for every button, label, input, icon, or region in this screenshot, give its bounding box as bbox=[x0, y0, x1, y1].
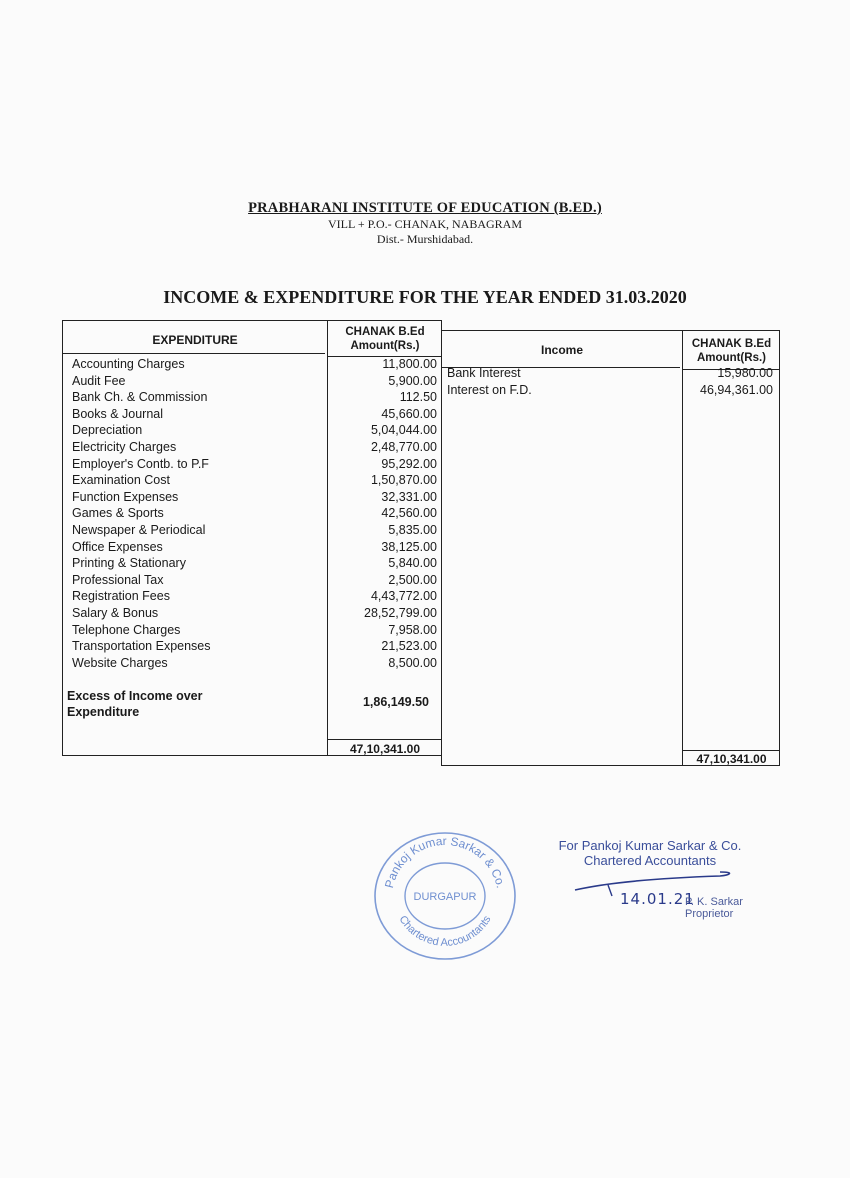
expenditure-item-amount: 11,800.00 bbox=[382, 357, 437, 371]
institute-address-line2: Dist.- Murshidabad. bbox=[376, 232, 474, 246]
expenditure-row bbox=[63, 489, 443, 506]
expenditure-item-amount: 1,50,870.00 bbox=[370, 473, 437, 488]
expenditure-item-name: Games & Sports bbox=[72, 506, 164, 521]
amount-header-line1: CHANAK B.Ed bbox=[345, 326, 425, 338]
institute-name: PRABHARANI INSTITUTE OF EDUCATION (B.ED.) bbox=[248, 200, 602, 216]
excess-amount: 1,86,149.50 bbox=[362, 695, 429, 709]
signatory-title: Proprietor bbox=[685, 908, 734, 920]
stamp-bottom-arc: Chartered Accountants bbox=[396, 913, 494, 949]
income-total-divider bbox=[682, 750, 779, 751]
income-row bbox=[442, 365, 781, 382]
expenditure-row bbox=[63, 406, 443, 423]
expenditure-row bbox=[63, 655, 443, 672]
total-divider bbox=[327, 739, 441, 740]
expenditure-item-name: Newspaper & Periodical bbox=[72, 522, 206, 537]
expenditure-row bbox=[63, 389, 443, 406]
excess-label-line1: Excess of Income over bbox=[67, 689, 203, 703]
signatory bbox=[685, 896, 743, 920]
expenditure-item-amount: 45,660.00 bbox=[381, 406, 437, 421]
expenditure-row bbox=[63, 539, 443, 556]
auditor-signature-block bbox=[530, 838, 770, 920]
expenditure-item-amount: 112.50 bbox=[399, 390, 437, 405]
expenditure-item-amount: 21,523.00 bbox=[381, 639, 437, 654]
income-header: Income bbox=[540, 343, 583, 357]
expenditure-row bbox=[63, 555, 443, 572]
expenditure-item-name: Website Charges bbox=[72, 655, 168, 670]
expenditure-item-amount: 2,48,770.00 bbox=[370, 439, 437, 454]
header-divider bbox=[63, 353, 325, 354]
income-item-amount: 15,980.00 bbox=[717, 366, 773, 380]
expenditure-item-name: Books & Journal bbox=[72, 406, 164, 421]
expenditure-header: EXPENDITURE bbox=[152, 333, 238, 347]
expenditure-item-amount: 4,43,772.00 bbox=[370, 589, 437, 604]
firm-stamp-seal bbox=[372, 828, 518, 960]
expenditure-item-name: Bank Ch. & Commission bbox=[72, 390, 208, 405]
expenditure-item-amount: 38,125.00 bbox=[381, 539, 437, 554]
signatory-name: P. K. Sarkar bbox=[685, 896, 743, 908]
income-amount-header-line2: Amount(Rs.) bbox=[697, 352, 766, 364]
expenditure-item-amount: 32,331.00 bbox=[381, 489, 437, 504]
expenditure-item-name: Employer's Contb. to P.F bbox=[72, 456, 209, 471]
expenditure-item-amount: 5,835.00 bbox=[388, 522, 437, 537]
firm-line2: Chartered Accountants bbox=[583, 853, 717, 868]
expenditure-item-name: Registration Fees bbox=[72, 589, 170, 604]
expenditure-row bbox=[63, 456, 443, 473]
expenditure-item-name: Transportation Expenses bbox=[72, 639, 211, 654]
firm-line1: For Pankoj Kumar Sarkar & Co. bbox=[558, 838, 742, 853]
excess-label-line2: Expenditure bbox=[67, 705, 140, 719]
expenditure-amount-header bbox=[327, 325, 443, 353]
expenditure-item-amount: 95,292.00 bbox=[381, 456, 437, 471]
expenditure-row bbox=[63, 605, 443, 622]
expenditure-item-amount: 8,500.00 bbox=[388, 655, 437, 670]
expenditure-rows bbox=[63, 356, 443, 671]
statement-title: INCOME & EXPENDITURE FOR THE YEAR ENDED 31.03.2020 bbox=[163, 287, 687, 307]
expenditure-item-name: Accounting Charges bbox=[72, 357, 185, 371]
stamp-top-arc: Pankoj Kumar Sarkar & Co. bbox=[382, 833, 508, 890]
expenditure-item-name: Salary & Bonus bbox=[72, 605, 159, 620]
expenditure-total: 47,10,341.00 bbox=[349, 742, 421, 756]
income-rows bbox=[442, 365, 781, 398]
expenditure-item-amount: 5,04,044.00 bbox=[370, 423, 437, 438]
expenditure-row bbox=[63, 638, 443, 655]
expenditure-row bbox=[63, 622, 443, 639]
expenditure-item-name: Depreciation bbox=[72, 423, 143, 438]
expenditure-item-amount: 5,840.00 bbox=[388, 556, 437, 571]
excess-label bbox=[67, 688, 202, 720]
expenditure-item-name: Electricity Charges bbox=[72, 439, 177, 454]
expenditure-row bbox=[63, 572, 443, 589]
expenditure-row bbox=[63, 505, 443, 522]
amount-header-line2: Amount(Rs.) bbox=[350, 340, 420, 352]
stamp-center-text: DURGAPUR bbox=[413, 891, 477, 903]
expenditure-item-name: Telephone Charges bbox=[72, 622, 181, 637]
expenditure-row bbox=[63, 356, 443, 373]
expenditure-row bbox=[63, 373, 443, 390]
expenditure-item-name: Printing & Stationary bbox=[72, 556, 186, 571]
expenditure-table bbox=[62, 320, 442, 756]
income-total: 47,10,341.00 bbox=[696, 752, 767, 766]
expenditure-row bbox=[63, 422, 443, 439]
signature-date: 14.01.21 bbox=[620, 890, 695, 908]
expenditure-item-amount: 42,560.00 bbox=[381, 506, 437, 521]
expenditure-item-name: Professional Tax bbox=[72, 572, 164, 587]
expenditure-item-amount: 7,958.00 bbox=[388, 622, 437, 637]
expenditure-row bbox=[63, 588, 443, 605]
income-table bbox=[441, 330, 780, 766]
income-amount-header bbox=[682, 337, 781, 365]
expenditure-row bbox=[63, 472, 443, 489]
income-row bbox=[442, 382, 781, 399]
expenditure-item-amount: 5,900.00 bbox=[388, 373, 437, 388]
income-item-name: Bank Interest bbox=[447, 366, 521, 380]
expenditure-item-name: Examination Cost bbox=[72, 473, 170, 488]
expenditure-item-amount: 28,52,799.00 bbox=[364, 605, 437, 620]
expenditure-item-amount: 2,500.00 bbox=[388, 572, 437, 587]
expenditure-item-name: Function Expenses bbox=[72, 489, 179, 504]
income-item-amount: 46,94,361.00 bbox=[700, 382, 773, 397]
expenditure-row bbox=[63, 522, 443, 539]
income-item-name: Interest on F.D. bbox=[447, 382, 532, 397]
expenditure-item-name: Audit Fee bbox=[72, 373, 126, 388]
expenditure-item-name: Office Expenses bbox=[72, 539, 163, 554]
document-header bbox=[0, 200, 850, 247]
expenditure-row bbox=[63, 439, 443, 456]
income-amount-header-line1: CHANAK B.Ed bbox=[691, 338, 772, 350]
institute-address-line1: VILL + P.O.- CHANAK, NABAGRAM bbox=[328, 217, 522, 231]
